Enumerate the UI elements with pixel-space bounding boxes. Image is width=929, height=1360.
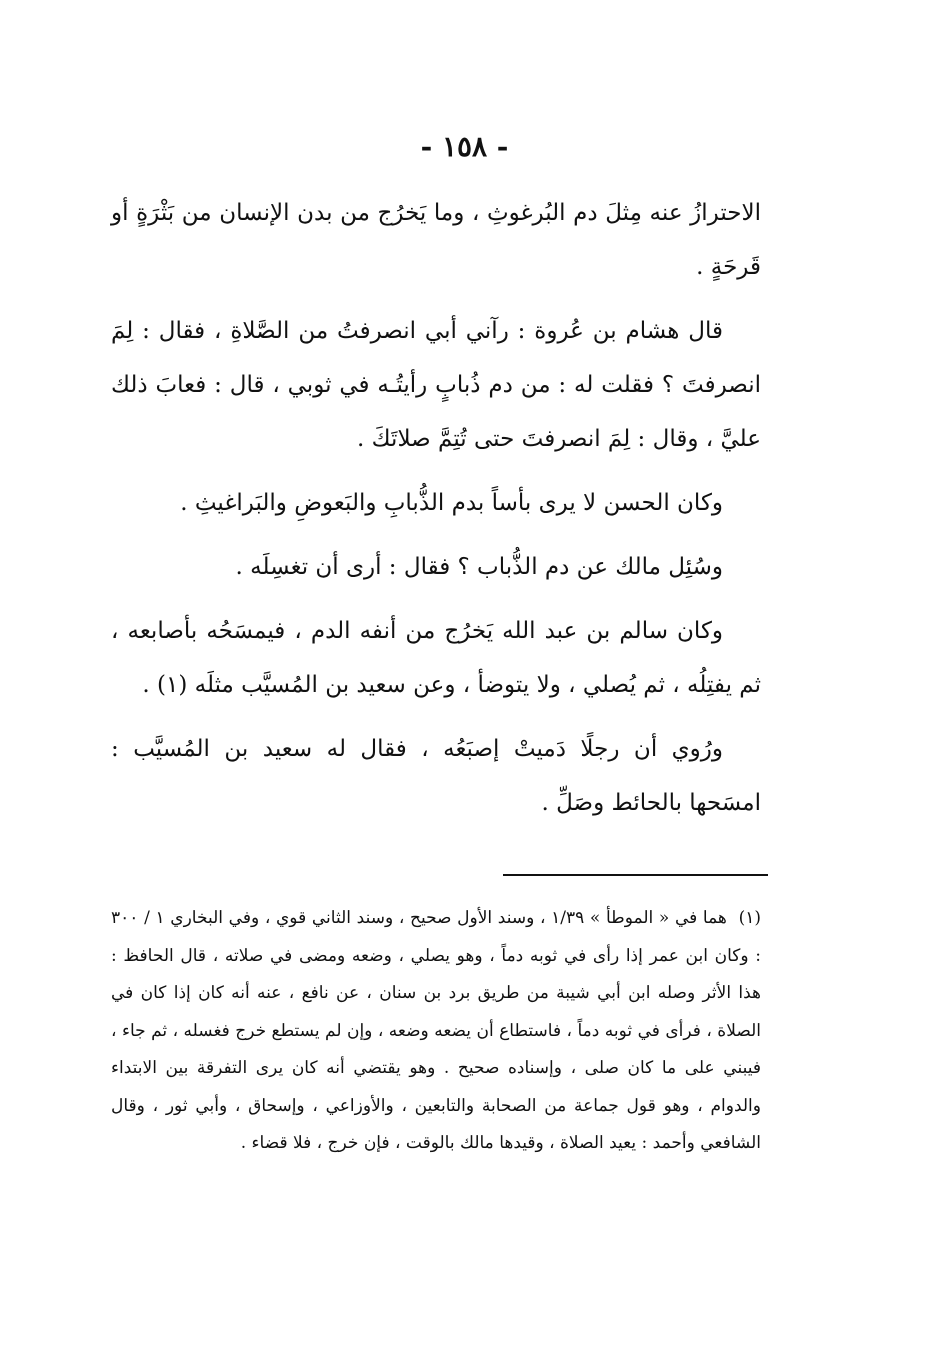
- footnotes: [111, 900, 761, 1163]
- paragraph: قال هشام بن عُروة : رآني أبي انصرفتُ من الصَّلاةِ ، فقال : لِمَ انصرفتَ ؟ فقلت له : من دم ذُبابٍ رأيتُـه في ثوبي ، قال : فعابَ ذلك عليَّ ، وقال : لِمَ انصرفتَ حتى تُتِمَّ صلاتَكَ .: [111, 318, 761, 452]
- footnote-separator: [503, 874, 768, 876]
- paragraph: وسُئِل مالك عن دم الذُّباب ؟ فقال : أرى أن تغسِلَه .: [235, 554, 723, 580]
- paragraph: ورُوي أن رجلًا دَميتْ إصبَعُه ، فقال له سعيد بن المُسيَّب : امسَحها بالحائط وصَلِّ .: [111, 736, 761, 816]
- paragraph: الاحترازُ عنه مِثلَ دم البُرغوثِ ، وما يَخرُج من بدن الإنسان من بَثْرَةٍ أو قَرحَةٍ .: [111, 200, 761, 280]
- paragraph: وكان الحسن لا يرى بأساً بدم الذُّبابِ والبَعوضِ والبَراغيثِ .: [180, 490, 723, 516]
- footnote: [111, 900, 761, 1163]
- main-text: [111, 186, 761, 840]
- page-number: - ١٥٨ -: [420, 130, 509, 163]
- footnote-text: هما في « الموطأ » ١/٣٩ ، وسند الأول صحيح ، وسند الثاني قوي ، وفي البخاري ١ / ٣٠٠ : وكان ابن عمر إذا رأى في ثوبه دماً ، وهو يصلي ، وضعه ومضى في صلاته ، قال الحافظ : هذا الأثر وصله ابن أبي شيبة من طريق برد بن سنان ، عن نافع ، عنه أنه كان إذا كان في الصلاة ، فرأى في ثوبه دماً ، فاستطاع أن يضعه وضعه ، وإن لم يستطع خرج فغسله ، ثم جاء ، فيبني على ما كان صلى ، وإسناده صحيح . وهو يقتضي أنه كان يرى التفرقة بين الابتداء والدوام ، وهو قول جماعة من الصحابة والتابعين ، والأوزاعي ، وإسحاق ، وأبي ثور ، وقال الشافعي وأحمد : يعيد الصلاة ، وقيدها مالك بالوقت ، فإن خرج ، فلا قضاء .: [111, 908, 761, 1153]
- footnote-marker: (١): [738, 908, 761, 928]
- paragraph: وكان سالم بن عبد الله يَخرُج من أنفه الدم ، فيمسَحُه بأصابعه ، ثم يفتِلُه ، ثم يُصلي ، ولا يتوضأ ، وعن سعيد بن المُسيَّب مثلَه (١) .: [111, 618, 761, 698]
